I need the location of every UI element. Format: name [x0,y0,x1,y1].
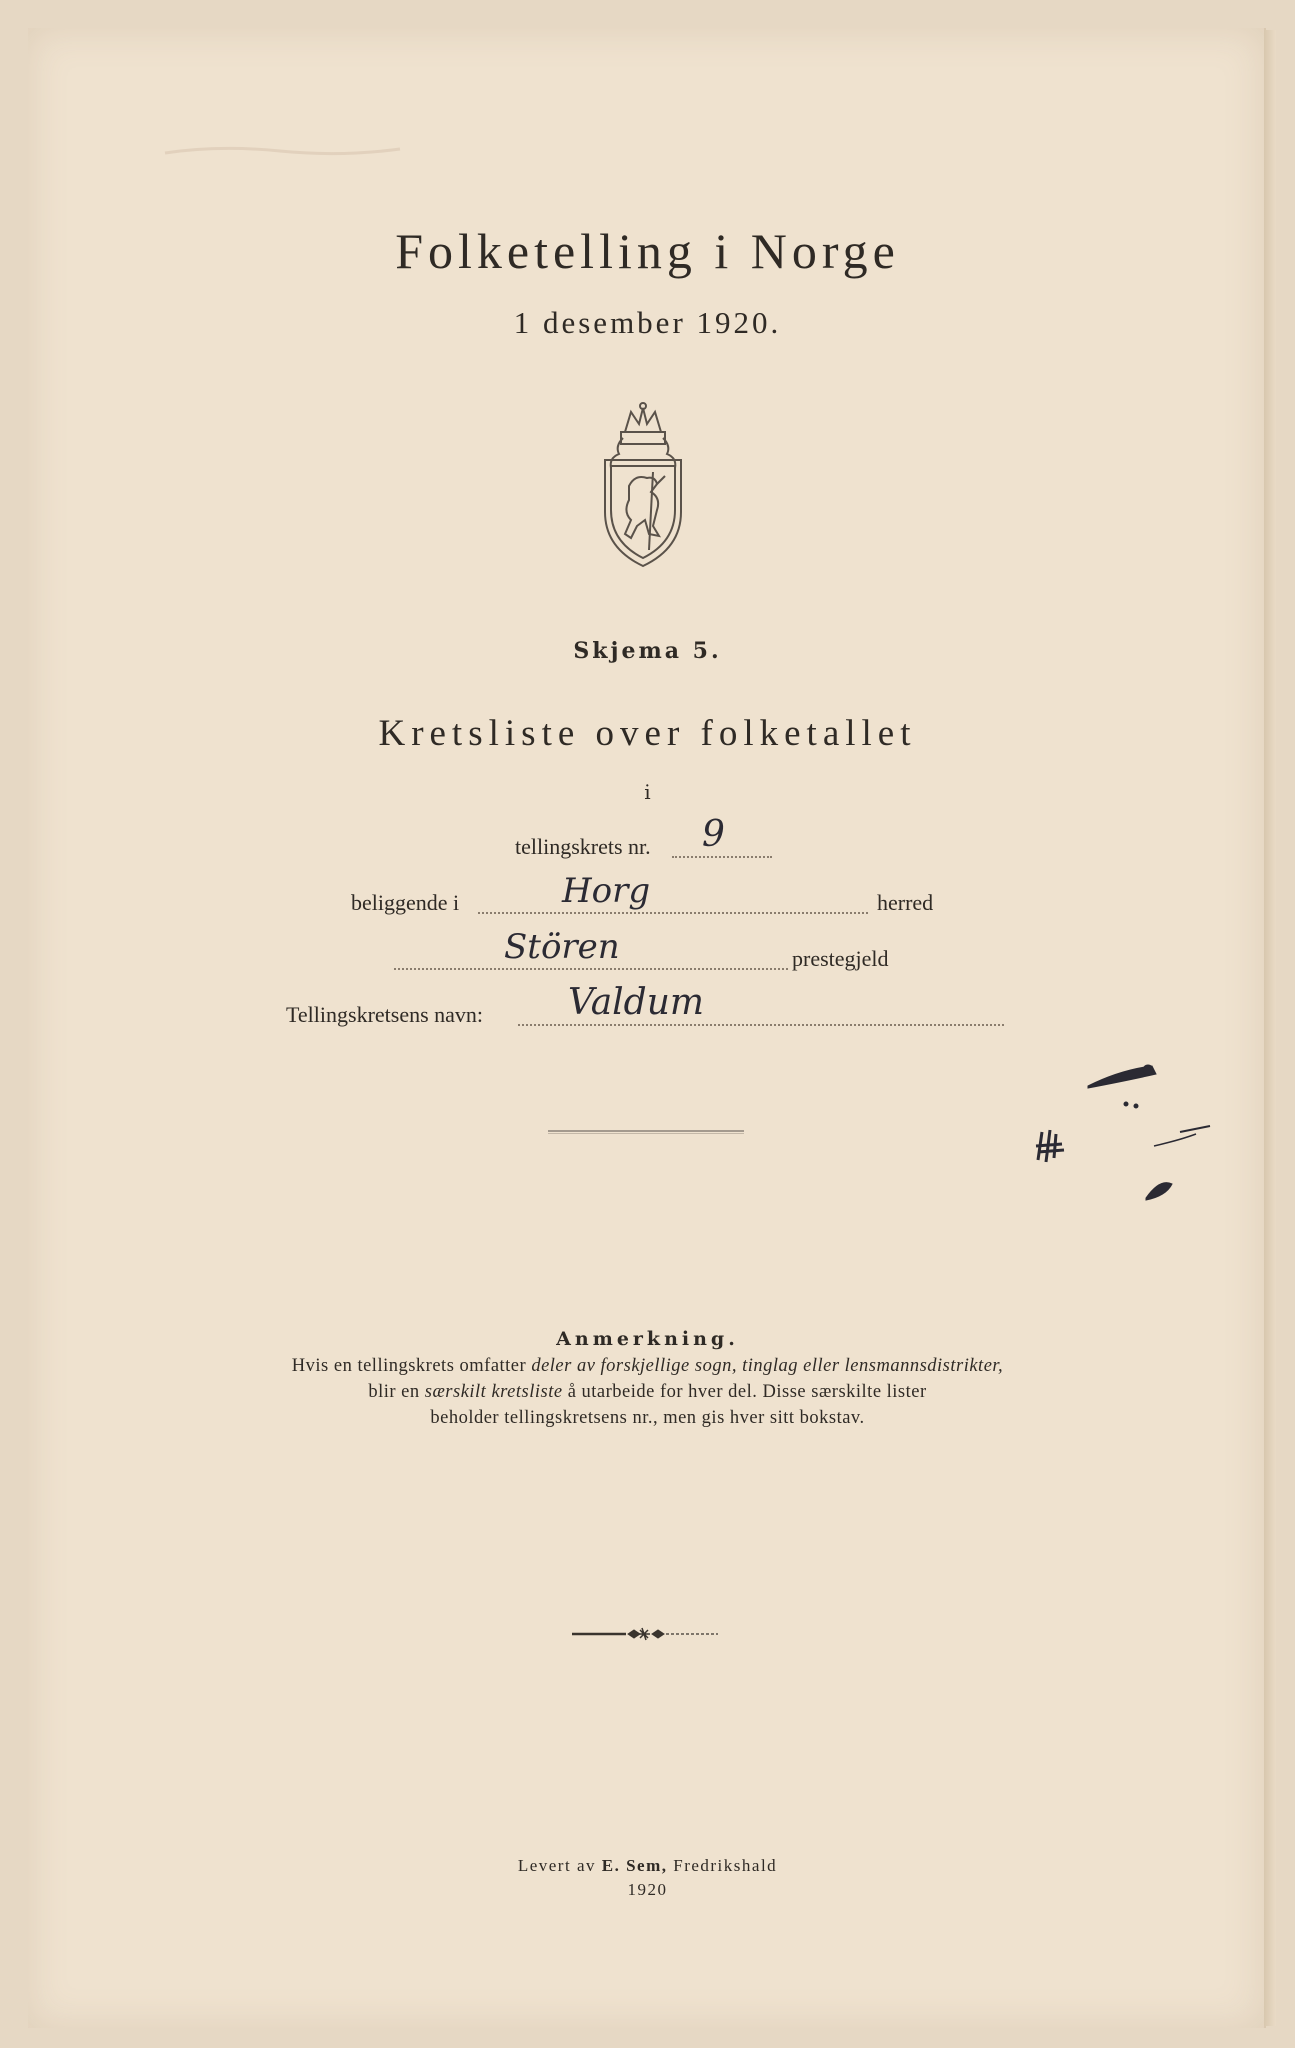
preposition: i [644,780,651,804]
note-heading: Anmerkning. [556,1328,739,1350]
district-name-label: Tellingskretsens navn: [286,1002,484,1027]
located-label: beliggende i [351,890,460,915]
note-line-2 [0,1382,1295,1403]
section-divider [548,1130,744,1134]
printer-name: E. Sem, [601,1856,668,1875]
note-line-2-text-b: å utarbeide for hver del. Disse særskilte lister [562,1382,927,1402]
note-line-1 [0,1356,1295,1377]
printer-prefix: Levert av [517,1856,602,1875]
municipality-value: Horg [562,871,651,911]
parish-suffix: prestegjeld [792,946,889,971]
form-heading: Kretsliste over folketallet [378,713,917,754]
ink-marks [1030,1050,1230,1220]
note-line-1-emphasis: deler av forskjellige sogn, tinglag eller lensmannsdistrikter, [531,1356,1004,1376]
printer-year: 1920 [627,1880,668,1899]
district-number-value: 9 [702,814,725,855]
district-name-field[interactable] [518,982,1004,1026]
ornament-divider-icon [570,1624,720,1644]
printer-credit [0,1856,1295,1876]
municipality-field[interactable] [478,871,868,914]
municipality-suffix: herred [877,890,934,915]
note-line-2-text-a: blir en [368,1382,425,1402]
district-number-field[interactable] [672,814,772,858]
parish-field[interactable] [394,927,788,970]
faint-stamp-marks [160,135,460,165]
parish-value: Stören [504,927,620,967]
norway-coat-of-arms-icon [595,402,691,572]
page-title: Folketelling i Norge [395,223,900,279]
census-date: 1 desember 1920. [513,305,782,340]
schema-number: Skjema 5. [573,638,722,664]
note-line-3: beholder tellingskretsens nr., men gis hver sitt bokstav. [430,1408,865,1428]
note-line-1-text: Hvis en tellingskrets omfatter [291,1356,532,1376]
note-line-2-emphasis: særskilt kretsliste [424,1382,563,1402]
printer-place: Fredrikshald [667,1856,778,1875]
district-label: tellingskrets nr. [515,834,651,859]
district-name-value: Valdum [568,982,705,1023]
